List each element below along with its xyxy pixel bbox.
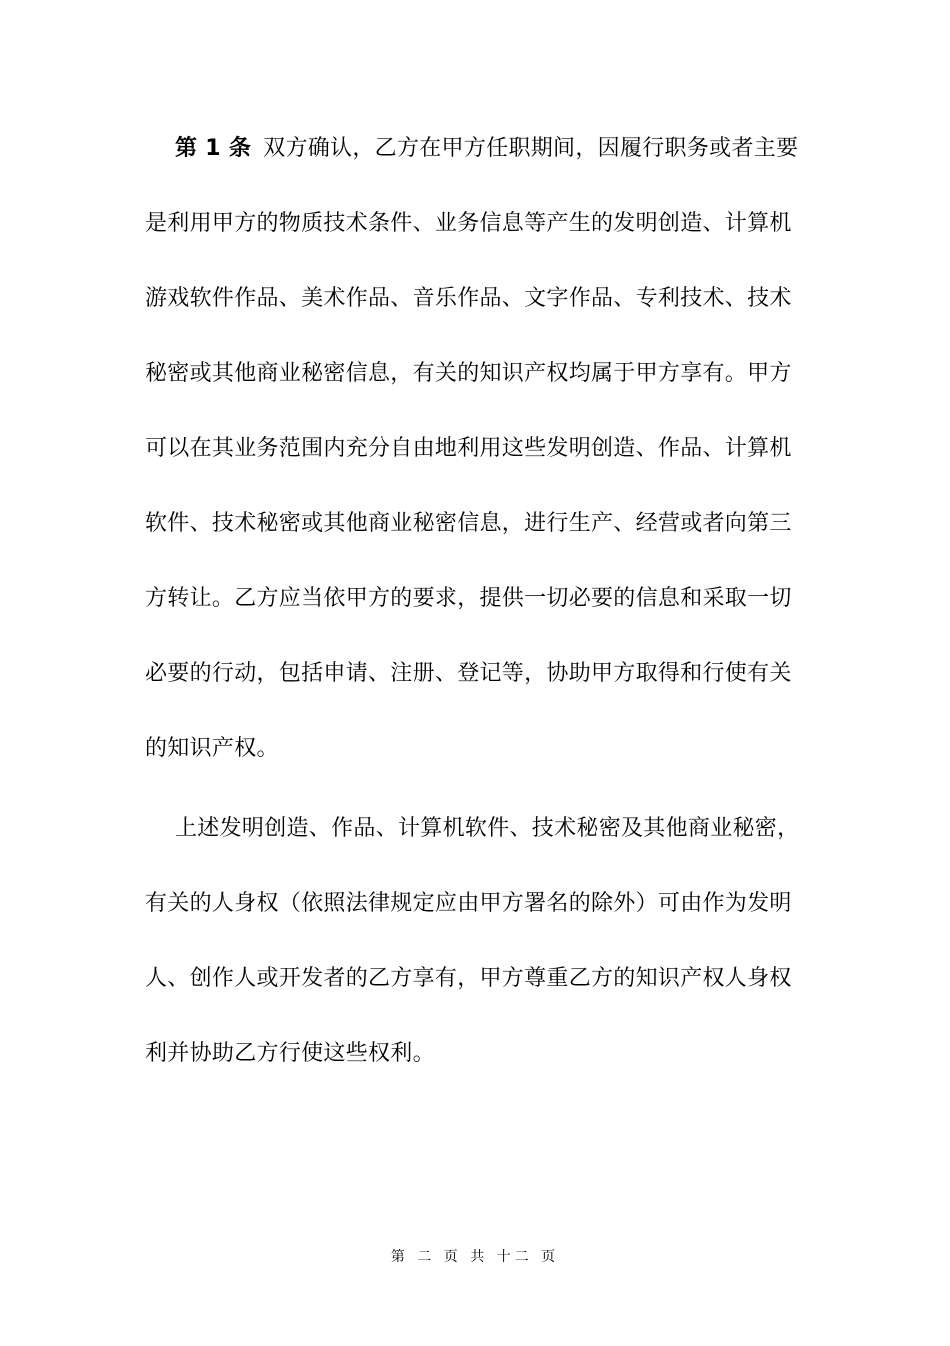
page-number-footer: 第 二 页 共 十二 页 [390,1249,560,1265]
paragraph-1-line-5: 可以在其业务范围内充分自由地利用这些发明创造、作品、计算机 [145,436,792,461]
paragraph-1-line-6: 软件、技术秘密或其他商业秘密信息，进行生产、经营或者向第三 [145,511,792,536]
paragraph-2-line-1: 上述发明创造、作品、计算机软件、技术秘密及其他商业秘密， [175,816,800,841]
paragraph-1-line-7: 方转让。乙方应当依甲方的要求，提供一切必要的信息和采取一切 [145,586,792,611]
paragraph-2-line-2: 有关的人身权（依照法律规定应由甲方署名的除外）可由作为发明 [145,891,792,916]
paragraph-1-line-3: 游戏软件作品、美术作品、音乐作品、文字作品、专利技术、技术 [145,286,792,311]
paragraph-1-line-1 [175,134,798,164]
paragraph-2-line-4: 利并协助乙方行使这些权利。 [145,1041,435,1066]
article-label: 第 1 条 [175,136,252,161]
paragraph-2-line-3: 人、创作人或开发者的乙方享有，甲方尊重乙方的知识产权人身权 [145,966,792,991]
paragraph-1-line-2: 是利用甲方的物质技术条件、业务信息等产生的发明创造、计算机 [145,211,792,236]
paragraph-1-line-9: 的知识产权。 [145,736,279,761]
paragraph-1-line-8: 必要的行动，包括申请、注册、登记等，协助甲方取得和行使有关 [145,661,792,686]
paragraph-1-line-4: 秘密或其他商业秘密信息，有关的知识产权均属于甲方享有。甲方 [145,361,792,386]
paragraph-1-first-line-text: 双方确认，乙方在甲方任职期间，因履行职务或者主要 [263,136,799,161]
